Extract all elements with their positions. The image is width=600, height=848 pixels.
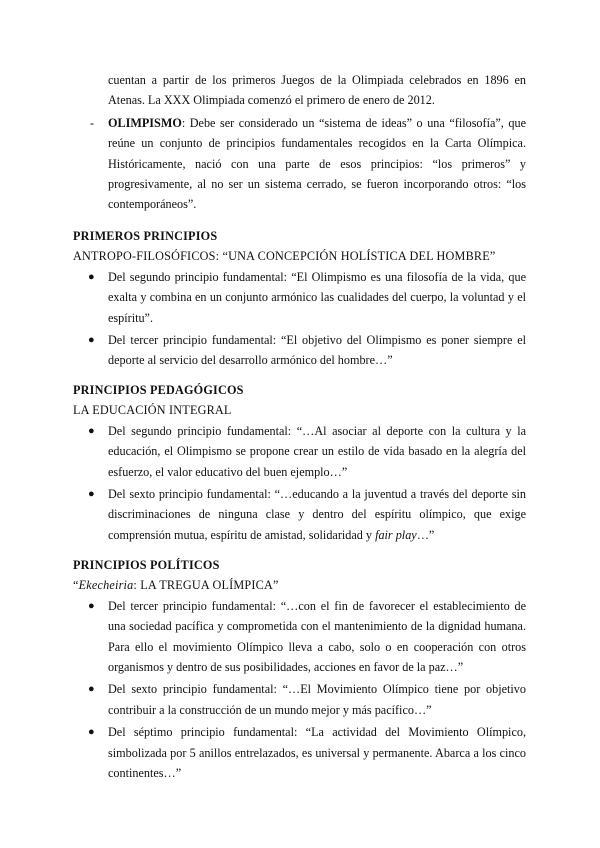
olimpismo-term: OLIMPISMO: [108, 115, 182, 130]
section-heading: PRIMEROS PRINCIPIOS: [73, 229, 218, 243]
section-subheading: ANTROPO-FILOSÓFICOS: “UNA CONCEPCIÓN HOLÍSTICA DEL HOMBRE”: [73, 249, 496, 264]
section-heading: PRINCIPIOS PEDAGÓGICOS: [73, 383, 244, 397]
list-item: ● Del segundo principio fundamental: “El Olimpismo es una filosofía de la vida, que exalta y combina en un conjunto armónico las cualidades del cuerpo, la voluntad y el espíritu”.: [0, 267, 600, 328]
bullet-icon: ●: [88, 488, 95, 501]
section-principios-politicos: [0, 555, 600, 785]
bullet-icon: ●: [88, 270, 95, 283]
bullet-icon: ●: [88, 334, 95, 347]
olimpismo-definition: [0, 113, 600, 215]
bullet-list: [0, 267, 600, 371]
bullet-icon: ●: [88, 726, 95, 739]
continuation-paragraph: cuentan a partir de los primeros Juegos de la Olimpiada celebrados en 1896 en Atenas. La XXX Olimpiada comenzó el primero de enero de 2012.: [108, 73, 526, 108]
dash-marker: -: [90, 115, 95, 130]
section-primeros-principios: [0, 226, 600, 373]
list-item: ● Del séptimo principio fundamental: “La actividad del Movimiento Olímpico, simbolizada por 5 anillos entrelazados, es universal y permanente. Abarca a los cinco continentes…”: [0, 722, 600, 783]
bullet-icon: ●: [88, 424, 95, 437]
bullet-icon: ●: [88, 683, 95, 696]
section-subheading: LA EDUCACIÓN INTEGRAL: [73, 403, 232, 418]
section-subheading: “Ekecheiria: LA TREGUA OLÍMPICA”: [73, 578, 279, 593]
bullet-list: [0, 421, 600, 545]
list-item: ● Del sexto principio fundamental: “…El Movimiento Olímpico tiene por objetivo contribuir a la construcción de un mundo mejor y más pacífico…”: [0, 679, 600, 720]
list-item: ● Del segundo principio fundamental: “…Al asociar al deporte con la cultura y la educación, el Olimpismo se propone crear un estilo de vida basado en la alegría del esfuerzo, el valor educativo del buen ejemplo…”: [0, 421, 600, 482]
list-item: ● Del tercer principio fundamental: “…con el fin de favorecer el establecimiento de una sociedad pacífica y comprometida con el mantenimiento de la dignidad humana. Para ello el movimiento Olímpico lleva a cabo, solo o en cooperación con otros organismos y dentro de sus posibilidades, acciones en favor de la paz…”: [0, 596, 600, 678]
list-item: ● Del tercer principio fundamental: “El objetivo del Olimpismo es poner siempre el deporte al servicio del desarrollo armónico del hombre…”: [0, 330, 600, 371]
list-item: ● Del sexto principio fundamental: “…educando a la juventud a través del deporte sin discriminaciones de ninguna clase y dentro del espíritu olímpico, que exige comprensión mutua, espíritu de amistad, solidaridad y fair play…”: [0, 484, 600, 545]
olimpismo-text: : Debe ser considerado un “sistema de ideas” o una “filosofía”, que reúne un conjunto de principios fundamentales recogidos en la Carta Olímpica. Históricamente, nació con una parte de esos principios: “los primeros” y progresivamente, al no ser un sistema cerrado, se fueron incorporando otros: “los contemporáneos”.: [108, 115, 526, 212]
intro-block: [0, 70, 600, 215]
bullet-icon: ●: [88, 599, 95, 612]
section-principios-pedagogicos: [0, 380, 600, 547]
section-heading: PRINCIPIOS POLÍTICOS: [73, 558, 220, 572]
bullet-list: [0, 596, 600, 784]
